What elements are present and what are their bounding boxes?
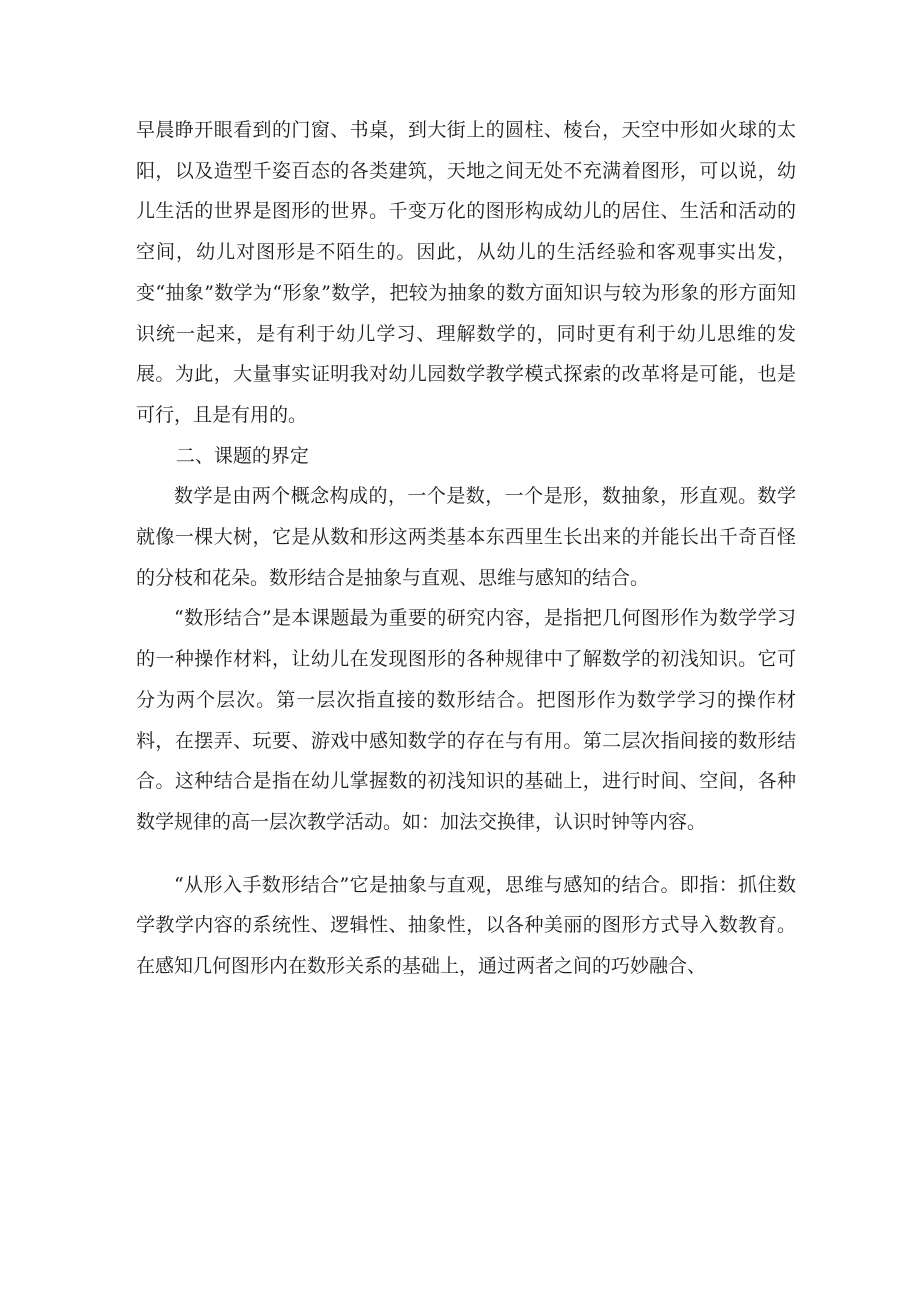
- paragraph-shape-first: “从形入手数形结合”它是抽象与直观，思维与感知的结合。即指：抓住数学教学内容的系统性、逻辑性、抽象性，以各种美丽的图形方式导入数教育。在感知几何图形内在数形关系的基础上，通过两者之间的巧妙融合、: [136, 873, 796, 978]
- section-heading: 二、课题的界定: [175, 444, 309, 467]
- paragraph-definition: 数学是由两个概念构成的，一个是数，一个是形，数抽象，形直观。数学就像一棵大树，它是从数和形这两类基本东西里生长出来的并能长出千奇百怪的分枝和花朵。数形结合是抽象与直观、思维与感知的结合。: [136, 485, 796, 589]
- paragraph-number-shape: “数形结合”是本课题最为重要的研究内容，是指把几何图形作为数学学习的一种操作材料，让幼儿在发现图形的各种规律中了解数学的初浅知识。它可分为两个层次。第一层次指直接的数形结合。把图形作为数学学习的操作材料，在摆弄、玩要、游戏中感知数学的存在与有用。第二层次指间接的数形结合。这种结合是指在幼儿掌握数的初浅知识的基础上，进行时间、空间，各种数学规律的高一层次教学活动。如：加法交换律，认识时钟等内容。: [136, 607, 796, 833]
- document-page: [136, 110, 796, 987]
- paragraph-intro: 早晨睁开眼看到的门窗、书桌，到大街上的圆柱、棱台，天空中形如火球的太阳，以及造型千姿百态的各类建筑，天地之间无处不充满着图形，可以说，幼儿生活的世界是图形的世界。千变万化的图形构成幼儿的居住、生活和活动的空间，幼儿对图形是不陌生的。因此，从幼儿的生活经验和客观事实出发，变“抽象”数学为“形象”数学，把较为抽象的数方面知识与较为形象的形方面知识统一起来，是有利于幼儿学习、理解数学的，同时更有利于幼儿思维的发展。为此，大量事实证明我对幼儿园数学教学模式探索的改革将是可能，也是可行，且是有用的。: [136, 119, 796, 426]
